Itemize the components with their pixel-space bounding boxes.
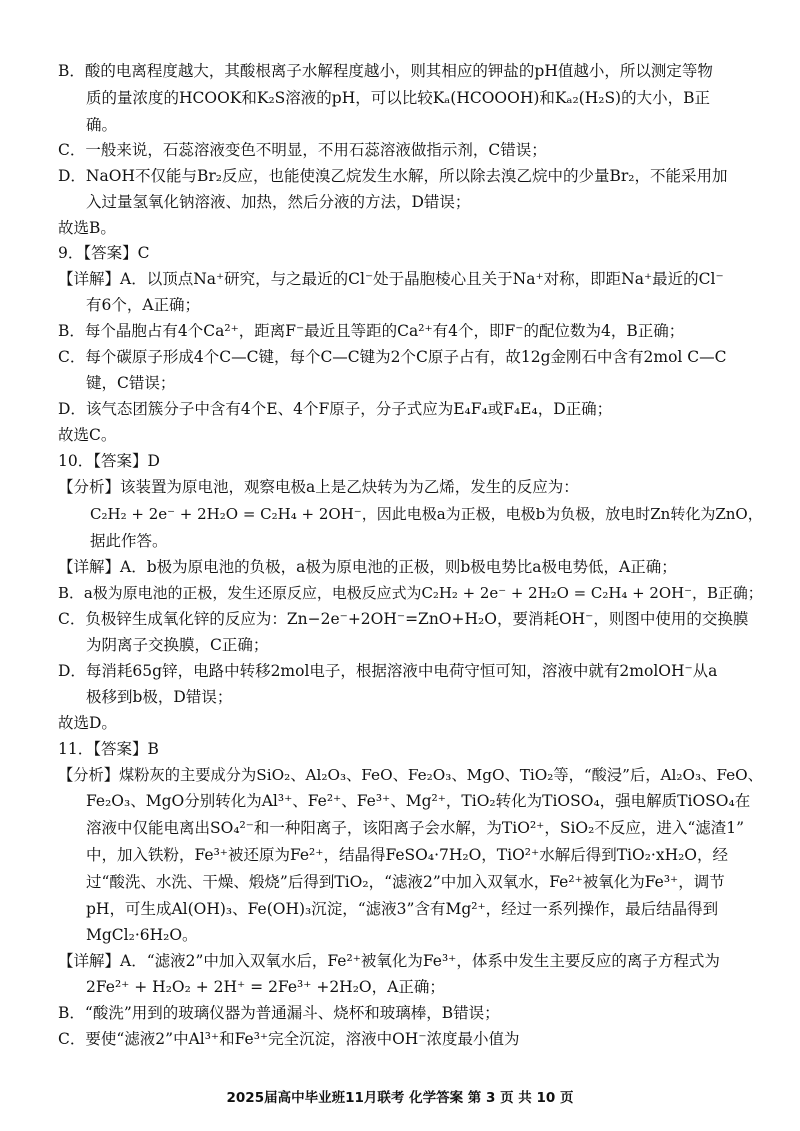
text-line: 【详解】A．以顶点Na⁺研究，与之最近的Cl⁻处于晶胞棱心且关于Na⁺对称，即距Na⁺最近的Cl⁻ (58, 270, 724, 288)
text-line: C．负极锌生成氧化锌的反应为：Zn−2e⁻+2OH⁻=ZnO+H₂O，要消耗OH⁻，则图中使用的交换膜 (58, 610, 749, 628)
text-line: 中，加入铁粉，Fe³⁺被还原为Fe²⁺，结晶得FeSO₄·7H₂O，TiO²⁺水解后得到TiO₂·xH₂O，经 (86, 846, 729, 864)
answer-heading: 9．【答案】C (58, 244, 150, 262)
text-line: D．NaOH不仅能与Br₂反应，也能使溴乙烷发生水解，所以除去溴乙烷中的少量Br₂，不能采用加 (58, 167, 728, 185)
text-line: 【详解】A．b极为原电池的负极，a极为原电池的正极，则b极电势比a极电势低，A正确； (58, 558, 677, 576)
text-line: 【分析】煤粉灰的主要成分为SiO₂、Al₂O₃、FeO、Fe₂O₃、MgO、TiO₂等，“酸浸”后，Al₂O₃、FeO、 (58, 766, 763, 784)
text-line: B．“酸洗”用到的玻璃仪器为普通漏斗、烧杯和玻璃棒，B错误； (58, 1004, 500, 1022)
text-line: B．a极为原电池的正极，发生还原反应，电极反应式为C₂H₂ + 2e⁻ + 2H₂O = C₂H₄ + 2OH⁻，B正确； (58, 584, 763, 602)
text-line: pH，可生成Al(OH)₃、Fe(OH)₃沉淀，“滤液3”含有Mg²⁺，经过一系列操作，最后结晶得到 (86, 900, 719, 918)
answer-heading: 10．【答案】D (58, 452, 160, 470)
text-line: 质的量浓度的HCOOK和K₂S溶液的pH，可以比较Kₐ(HCOOOH)和Kₐ₂(H₂S)的大小，B正 (86, 89, 710, 107)
text-line: MgCl₂·6H₂O。 (86, 926, 198, 944)
text-line: 确。 (86, 116, 118, 134)
text-line: B．酸的电离程度越大，其酸根离子水解程度越小，则其相应的钾盐的pH值越小，所以测定等物 (58, 62, 713, 80)
text-line: C．要使“滤液2”中Al³⁺和Fe³⁺完全沉淀，溶液中OH⁻浓度最小值为 (58, 1030, 520, 1048)
text-line: 溶液中仅能电离出SO₄²⁻和一种阳离子，该阳离子会水解，为TiO²⁺，SiO₂不反应，进入“滤渣1” (86, 819, 745, 837)
text-line: D．每消耗65g锌，电路中转移2mol电子，根据溶液中电荷守恒可知，溶液中就有2molOH⁻从a (58, 662, 718, 680)
text-line: 为阴离子交换膜，C正确； (86, 636, 269, 654)
text-line: 故选D。 (58, 714, 117, 732)
text-line: Fe₂O₃、MgO分别转化为Al³⁺、Fe²⁺、Fe³⁺、Mg²⁺，TiO₂转化为TiOSO₄，强电解质TiOSO₄在 (86, 792, 751, 810)
equation-line: 2Fe²⁺ + H₂O₂ + 2H⁺ = 2Fe³⁺ +2H₂O，A正确； (86, 978, 445, 996)
page-footer: 2025届高中毕业班11月联考 化学答案 第 3 页 共 10 页 (226, 1090, 574, 1106)
text-line: 键，C错误； (86, 374, 176, 392)
equation-line: C₂H₂ + 2e⁻ + 2H₂O = C₂H₄ + 2OH⁻，因此电极a为正极，电极b为负极，放电时Zn转化为ZnO， (90, 505, 763, 523)
text-line: D．该气态团簇分子中含有4个E、4个F原子，分子式应为E₄F₄或F₄E₄，D正确； (58, 400, 613, 418)
text-line: 过“酸洗、水洗、干燥、煅烧”后得到TiO₂，“滤液2”中加入双氧水，Fe²⁺被氧化为Fe³⁺，调节 (86, 873, 725, 891)
text-line: C．每个碳原子形成4个C—C键，每个C—C键为2个C原子占有，故12g金刚石中含有2mol C—C (58, 348, 727, 366)
text-line: 极移到b极，D错误； (86, 688, 233, 706)
text-line: 【详解】A．“滤液2”中加入双氧水后，Fe²⁺被氧化为Fe³⁺，体系中发生主要反应的离子方程式为 (58, 952, 720, 970)
answer-heading: 11．【答案】B (58, 740, 159, 758)
text-line: C．一般来说，石蕊溶液变色不明显，不用石蕊溶液做指示剂，C错误； (58, 141, 547, 159)
text-line: 故选C。 (58, 426, 117, 444)
text-line: 据此作答。 (90, 532, 168, 550)
text-line: B．每个晶胞占有4个Ca²⁺，距离F⁻最近且等距的Ca²⁺有4个，即F⁻的配位数为4，B正确； (58, 322, 685, 340)
text-line: 故选B。 (58, 219, 116, 237)
text-line: 入过量氢氧化钠溶液、加热，然后分液的方法，D错误； (86, 193, 471, 211)
text-line: 有6个，A正确； (86, 296, 201, 314)
text-line: 【分析】该装置为原电池，观察电极a上是乙炔转为为乙烯，发生的反应为： (58, 478, 579, 496)
